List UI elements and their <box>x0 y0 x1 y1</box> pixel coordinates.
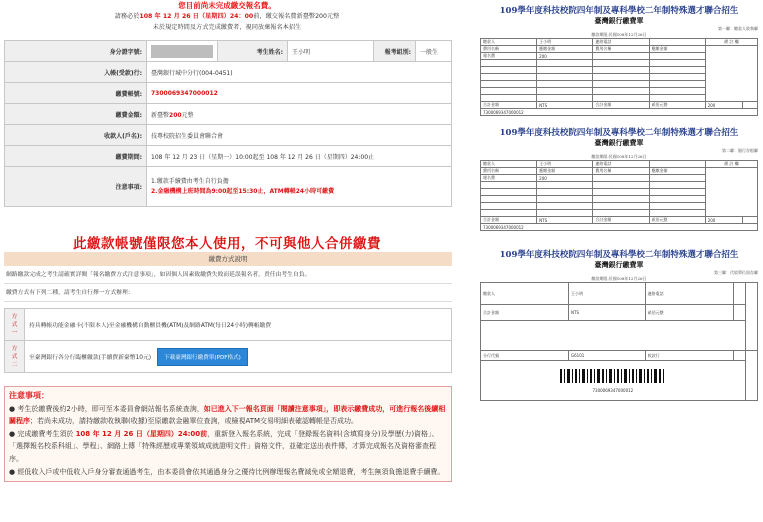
method-2-text: 至臺灣銀行各分行臨櫃繳款(手續費新臺幣10元) <box>29 354 152 361</box>
name-value: 王小明 <box>288 41 374 62</box>
payee-value: 技專校院招生委員會聯合會 <box>147 125 452 146</box>
notice-deadline: 請務必於108 年 12 月 26 日（星期四）24：00前，繳交報名費新臺幣200元整 <box>114 13 340 20</box>
payment-choose: 繳費方式有下列二種，請考生自行擇一方式辦理： <box>4 285 452 302</box>
method-2-label: 方式二 <box>5 341 25 373</box>
payment-method-header: 繳費方式說明 <box>4 252 452 266</box>
bill-slip-3 <box>480 248 758 401</box>
slip-bank: 臺灣銀行繳費單 <box>594 260 644 269</box>
payment-methods-table <box>4 308 452 373</box>
slip-copy: 第三聯：代收單位留存聯 <box>714 270 758 275</box>
slip-date: 繳款期限:民國108年12月26日 <box>591 154 647 159</box>
slip-table: 繳款人 王小明 連絡電話 備 註 欄 費用名稱 應繳金額 費用名稱 應繳金額 報名費 200 合計金額 NTS 合計金額 貳佰元整 200 7300069347000012 <box>480 38 758 116</box>
amount-label: 繳費金額: <box>5 104 147 125</box>
bill-slip-1 <box>480 4 758 116</box>
attention-box <box>4 386 452 482</box>
slip-copy: 第一聯：繳款人收執聯 <box>718 26 758 31</box>
bill-slip-2 <box>480 126 758 231</box>
attention-title: 注意事項： <box>9 391 49 400</box>
slip-bank: 臺灣銀行繳費單 <box>594 16 644 25</box>
group-value: 一般生 <box>416 41 452 62</box>
id-redacted <box>151 45 213 58</box>
download-bill-button[interactable]: 下載臺灣銀行繳費單(PDF格式) <box>157 348 248 366</box>
notice-title: 您目前尚未完成繳交報名費。 <box>178 1 276 10</box>
barcode-icon <box>558 369 668 387</box>
slip-table: 繳款人 王小明 連絡電話 備 註 欄 費用名稱 應繳金額 費用名稱 應繳金額 報名費 200 合計金額 NTS 合計金額 貳佰元整 200 7300069347000012 <box>480 160 758 231</box>
account-value: 7300069347000012 <box>147 83 452 104</box>
note-1: 1.繳款手續費由考生自行負擔 <box>151 177 229 185</box>
bank-value: 臺灣銀行城中分行(004-0451) <box>147 62 452 83</box>
name-label: 考生姓名: <box>218 41 288 62</box>
slip-title: 109學年度科技校院四年制及專科學校二年制特殊選才聯合招生 <box>499 6 739 16</box>
id-label: 身分證字號: <box>5 41 147 62</box>
account-label: 繳費帳號: <box>5 83 147 104</box>
method-1-text: 持具轉帳功能金融卡(不限本人)至金融機構自動櫃員機(ATM)及網路ATM(每日24小時)轉帳繳費 <box>25 309 452 341</box>
attention-p1: ● 考生於繳費後約2小時，即可至本委員會網站報名系統查詢，如已進入下一報名頁面「閱讀注意事項」，即表示繳費成功，可進行報名後續相關程序；若尚未成功，請持繳款收執聯(收據)至原繳款金融單位查詢，或檢視ATM交易明細表確認轉帳是否成功。 <box>9 404 446 426</box>
payee-label: 收款人(戶名): <box>5 125 147 146</box>
amount-value: 新臺幣200元整 <box>147 104 452 125</box>
slip-title: 109學年度科技校院四年制及專科學校二年制特殊選才聯合招生 <box>499 250 739 260</box>
attention-p2: ● 完成繳費考生須於 108 年 12 月 26 日（星期四）24:00前，重新登入報名系統，完成「登錄報名資料(含填寫身分)及學歷(力)資格」、「選擇報名校系科組」、學程」、網路上傳「特殊經歷或專業領域成就證明文件」資格文件，並確定送出表件傳，才算完成報名及資格審查程序。 <box>9 429 439 463</box>
unpaid-notice <box>0 0 454 36</box>
notice-warning: 未於規定時間及方式完成繳費者，視同放棄報名本招生 <box>152 24 302 31</box>
payment-intro: 網路繳款完成之考生請確實詳閱「報名繳費方式注意事項」，如因個人因素致繳費失敗而延誤報名者，責任由考生自負。 <box>4 267 452 284</box>
barcode-number: 7300069347000012 <box>592 387 634 393</box>
slip-date: 繳款期限:民國108年12月26日 <box>591 32 647 37</box>
payment-info-table <box>4 40 452 207</box>
bank-label: 入帳(受款)行: <box>5 62 147 83</box>
method-1-label: 方式一 <box>5 309 25 341</box>
period-label: 繳費期間: <box>5 146 147 167</box>
note-2: 2.金融機構上班時間為9:00起至15:30止，ATM轉帳24小時可繳費 <box>151 187 335 195</box>
slip-title: 109學年度科技校院四年制及專科學校二年制特殊選才聯合招生 <box>499 128 739 138</box>
slip-bank: 臺灣銀行繳費單 <box>594 138 644 147</box>
slip-copy: 第二聯：銀行存根聯 <box>722 148 758 153</box>
slip-date: 繳款期限:民國108年12月26日 <box>591 276 647 281</box>
attention-p3: ● 經低收入戶或中低收入戶身分審查通過考生，由本委員會依其通過身分之優待比例辦理報名費減免或全額退費，考生無須負擔退費手續費。 <box>9 467 445 476</box>
account-warning-title: 此繳款帳號僅限您本人使用，不可與他人合併繳費 <box>73 236 381 252</box>
group-label: 報考組別: <box>374 41 416 62</box>
note-label: 注意事項: <box>5 167 147 207</box>
period-value: 108 年 12 月 23 日（星期一）10:00起至 108 年 12 月 26 日（星期四）24:00止 <box>147 146 452 167</box>
slip-table-3: 繳款人 王小明 連絡電話 合計金額 NTS 貳佰元整 分行代號 G6101 收款行 7300069347000012 <box>480 282 758 401</box>
